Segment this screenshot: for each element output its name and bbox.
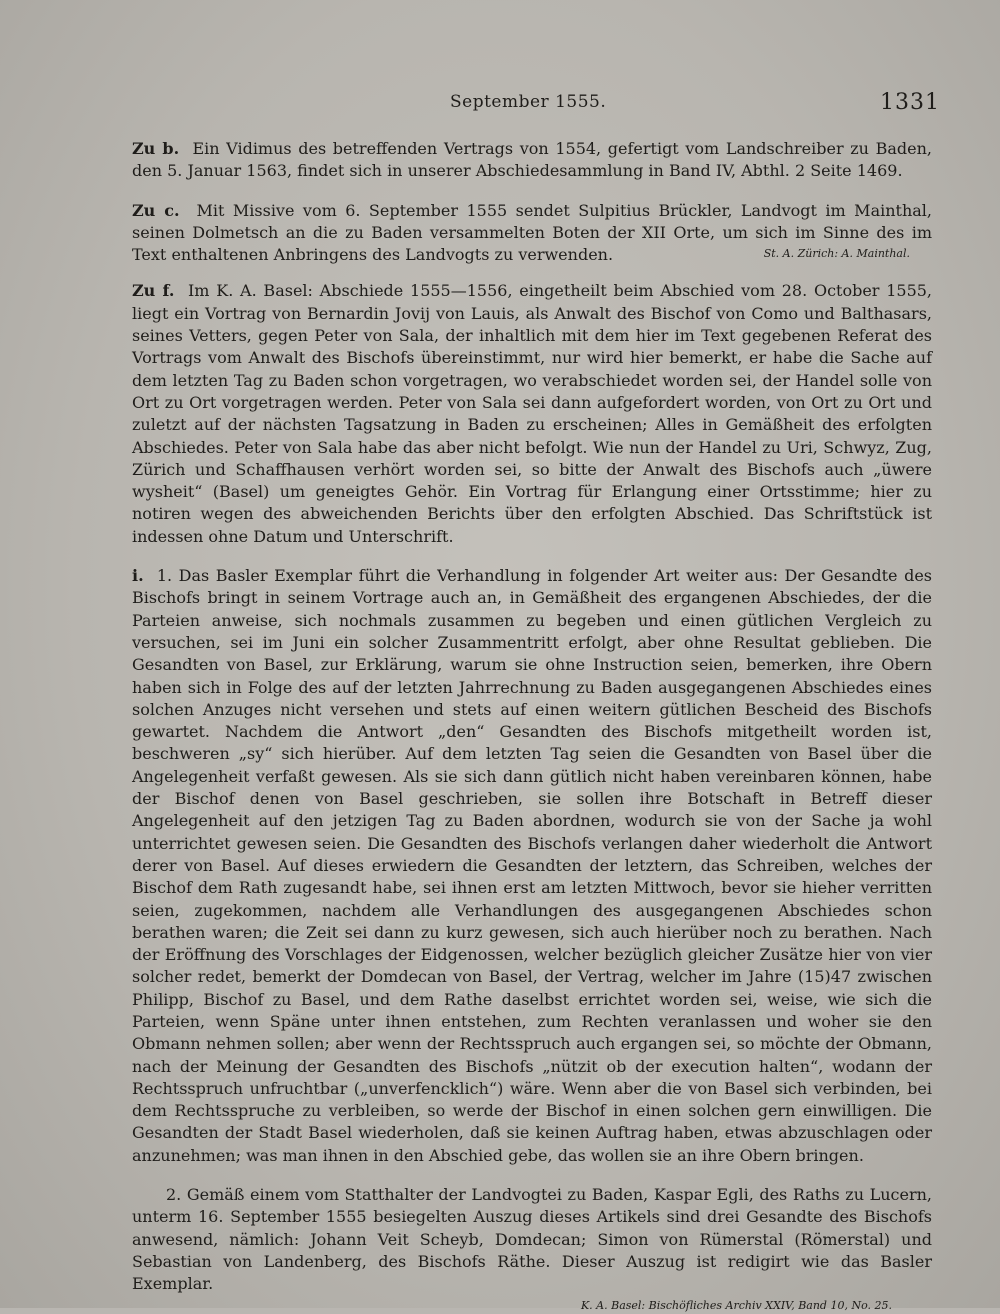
paragraph-text: 1. Das Basler Exemplar führt die Verhandlung in folgender Art weiter aus: Der Gesandte des Bischofs bringt in seinem Vortrage auch an, in Gemäßheit des ergangenen Abschiedes, der die Parteien anweise, sich nochmals zusammen zu begeben und einen gütlichen Vergleich zu versuchen, sei im Juni ein solcher Zusammentritt erfolgt, aber ohne Resultat geblieben. Die Gesandten von Basel, zur Erklärung, warum sie ohne Instruction seien, bemerken, ihre Obern haben sich in Folge des auf der letzten Jahrrechnung zu Baden ausgegangenen Abschiedes eines solchen Anzuges nicht versehen und stets auf einen weitern gütlichen Bescheid des Bischofs gewartet. Nachdem die Antwort „den“ Gesandten des Bischofs mitgetheilt worden ist, beschweren „sy“ sich hierüber. Auf dem letzten Tag seien die Gesandten von Basel über die Angelegenheit verfaßt gewesen. Als sie sich dann gütlich nicht haben vereinbaren können, habe der Bischof denen von Basel geschrieben, sie sollen ihre Botschaft in Betreff dieser Angelegenheit auf den jetzigen Tag zu Baden abordnen, wodurch sie von der Sache ja wohl unterrichtet gewesen seien. Die Gesandten des Bischofs verlangen daher wiederholt die Antwort derer von Basel. Auf dieses erwiedern die Gesandten der letztern, das Schreiben, welches der Bischof dem Rath zugesandt habe, sei ihnen erst am letzten Mittwoch, bevor sie hieher verritten seien, zugekommen, nachdem alle Verhandlungen des ausgegangenen Abschiedes schon berathen waren; die Zeit sei dann zu kurz gewesen, sich auch hierüber noch zu berathen. Nach der Eröffnung des Vorschlages der Eidgenossen, welcher bezüglich gleicher Zusätze hier von vier solcher redet, bemerkt der Domdecan von Basel, der Vertrag, welcher im Jahre (15)47 zwischen Philipp, Bischof zu Basel, und dem Rathe daselbst errichtet worden sei, weise, wie sich die Parteien, wenn Späne unter ihnen entstehen, zum Rechten veranlassen und woher sie den Obmann nehmen sollen; aber wenn der Rechtsspruch auch ergangen sei, so möchte der Obmann, nach der Meinung der Gesandten des Bischofs „nützit ob der execution halten“, wodann der Rechtsspruch unfruchtbar („unverfencklich“) wäre. Wenn aber die von Basel sich verbinden, bei dem Rechtsspruche zu verbleiben, so werde der Bischof in einen solchen gern einwilligen. Die Gesandten der Stadt Basel wiederholen, daß sie keinen Auftrag haben, etwas abzuschlagen oder anzunehmen; was man ihnen in den Abschied gebe, das wollen sie an ihre Obern bringen. [132,566,933,1165]
page-body [132,138,932,1314]
paragraph-lead: Zu f. [132,281,175,301]
paragraph-text: Ein Vidimus des betreffenden Vertrags von 1554, gefertigt vom Landschreiber zu Baden, den 5. Januar 1563, findet sich in unserer Abschiedesammlung in Band IV, Abthl. 2 Seite 1469. [132,139,933,181]
running-head: September 1555. [450,92,607,112]
source-citation: St. A. Zürich: A. Mainthal. [763,247,910,261]
page-number: 1331 [880,90,940,115]
paragraph-lead: Zu b. [132,139,180,158]
paragraph-zu-b [132,138,932,183]
paragraph-lead: i. [132,566,144,586]
paragraph-i-1 [132,565,932,1167]
source-citation: K. A. Basel: Bischöfliches Archiv XXIV, Band 10, No. 25. [580,1298,892,1312]
paragraph-lead: Zu c. [132,200,180,220]
paragraph-i-2 [132,1184,932,1295]
page-header [0,92,1000,122]
paragraph-text: Im K. A. Basel: Abschiede 1555—1556, eingetheilt beim Abschied vom 28. October 1555, liegt ein Vortrag von Bernardin Jovij von Lauis, als Anwalt des Bischof von Como und Balthasars, seines Vetters, gegen Peter von Sala, der inhaltlich mit dem hier im Text gegebenen Referat des Vortrags vom Anwalt des Bischofs übereinstimmt, nur wird hier bemerkt, er habe die Sache auf dem letzten Tag zu Baden schon vorgetragen, wo verabschiedet worden sei, der Handel solle von Ort zu Ort vorgetragen werden. Peter von Sala sei dann aufgefordert worden, von Ort zu Ort und zuletzt auf der nächsten Tagsatzung in Baden zu erscheinen; Alles in Gemäßheit des erfolgten Abschiedes. Peter von Sala habe das aber nicht befolgt. Wie nun der Handel zu Uri, Schwyz, Zug, Zürich und Schaffhausen verhört worden sei, so bitte der Anwalt des Bischofs auch „üwere wysheit“ (Basel) um geneigtes Gehör. Ein Vortrag für Erlangung einer Ortsstimme; hier zu notiren wegen des abweichenden Berichts über den erfolgten Abschied. Das Schriftstück ist indessen ohne Datum und Unterschrift. [132,281,933,546]
paragraph-zu-f [132,280,932,548]
paragraph-text: Mit Missive vom 6. September 1555 sendet Sulpitius Brückler, Landvogt im Mainthal, seinen Dolmetsch an die zu Baden versammelten Boten der XII Orte, um sich im Sinne des im Text enthaltenen Anbringens des Landvogts zu verwenden. [132,200,932,265]
paragraph-text: 2. Gemäß einem vom Statthalter der Landvogtei zu Baden, Kaspar Egli, des Raths zu Lucern, unterm 16. September 1555 besiegelten Auszug dieses Artikels sind drei Gesandte des Bischofs anwesend, nämlich: Johann Veit Scheyb, Domdecan; Simon von Rümerstal (Römerstal) und Sebastian von Landenberg, des Bischofs Räthe. Dieser Auszug ist redigirt wie das Basler Exemplar. [132,1185,932,1294]
